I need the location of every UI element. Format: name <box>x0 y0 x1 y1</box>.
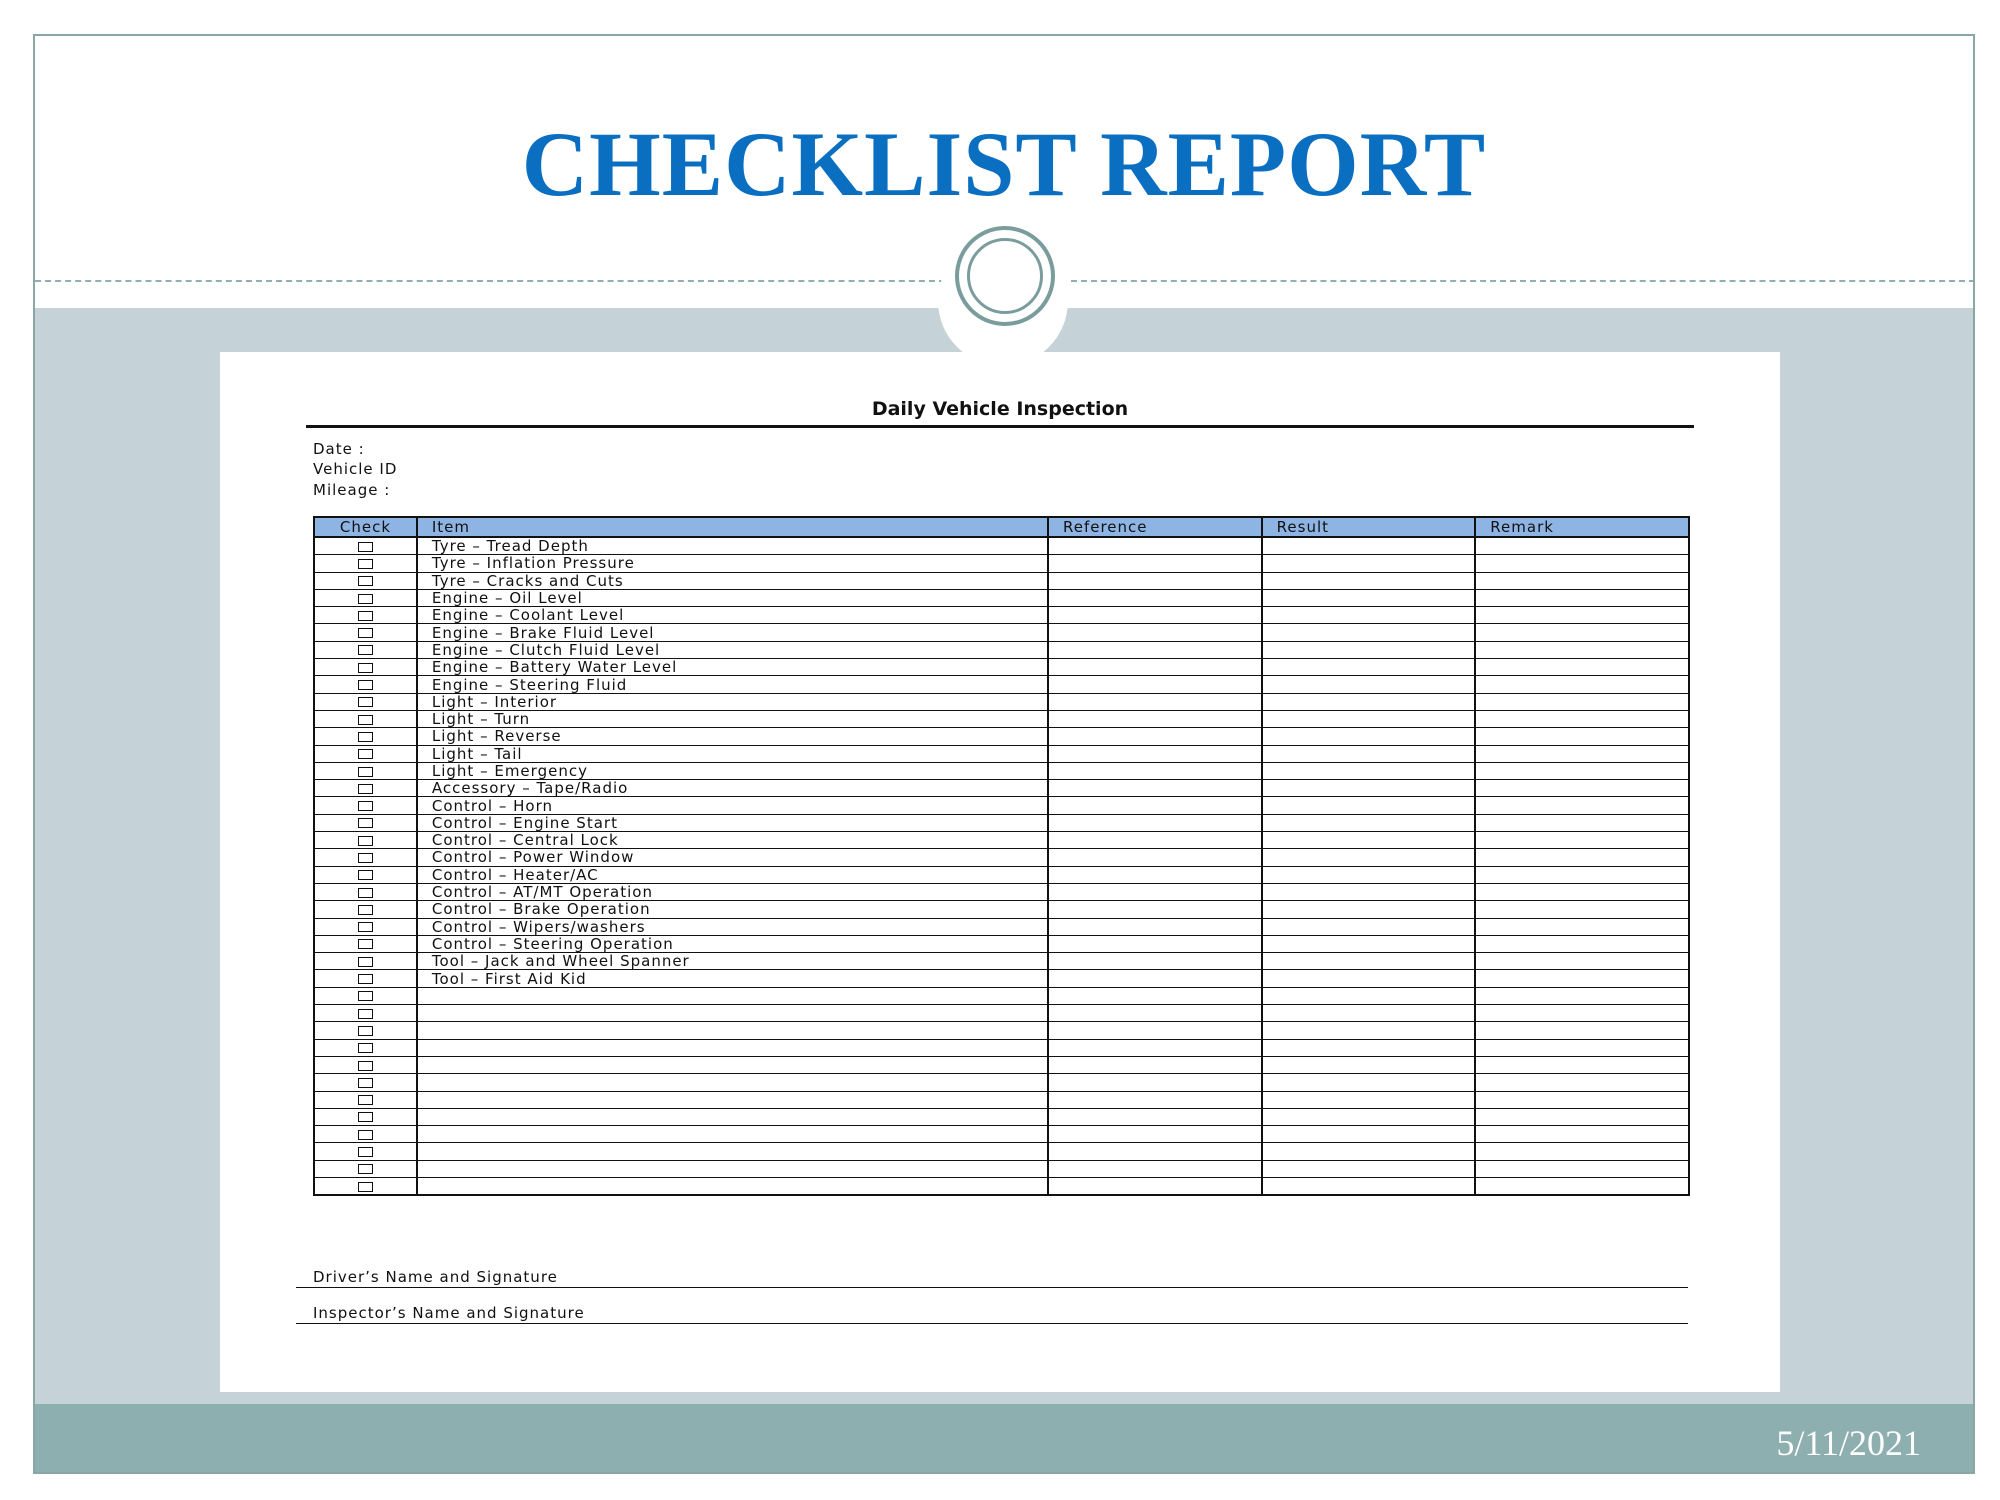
remark-cell <box>1475 572 1689 589</box>
reference-cell <box>1048 745 1262 762</box>
inspector-signature-line <box>296 1323 1688 1324</box>
ring-ornament-icon <box>955 226 1055 326</box>
check-cell <box>314 1143 417 1160</box>
table-row <box>314 987 1689 1004</box>
item-cell: Control – Horn <box>417 797 1048 814</box>
table-row <box>314 1126 1689 1143</box>
item-cell: Light – Interior <box>417 693 1048 710</box>
remark-cell <box>1475 641 1689 658</box>
slide-title: CHECKLIST REPORT <box>521 113 1487 215</box>
inspection-table <box>313 516 1690 1196</box>
result-cell <box>1262 1022 1476 1039</box>
reference-cell <box>1048 866 1262 883</box>
remark-cell <box>1475 1005 1689 1022</box>
reference-cell <box>1048 970 1262 987</box>
table-row <box>314 883 1689 900</box>
result-cell <box>1262 624 1476 641</box>
reference-cell <box>1048 953 1262 970</box>
table-row <box>314 555 1689 572</box>
item-cell <box>417 1056 1048 1073</box>
remark-cell <box>1475 953 1689 970</box>
checkbox-icon[interactable] <box>358 680 373 690</box>
result-cell <box>1262 866 1476 883</box>
remark-cell <box>1475 970 1689 987</box>
table-row <box>314 762 1689 779</box>
result-cell <box>1262 607 1476 624</box>
result-cell <box>1262 728 1476 745</box>
result-cell <box>1262 970 1476 987</box>
result-cell <box>1262 745 1476 762</box>
check-cell <box>314 762 417 779</box>
item-cell: Tool – Jack and Wheel Spanner <box>417 953 1048 970</box>
remark-cell <box>1475 676 1689 693</box>
document-title: Daily Vehicle Inspection <box>871 398 1129 420</box>
table-row <box>314 641 1689 658</box>
remark-cell <box>1475 901 1689 918</box>
remark-cell <box>1475 762 1689 779</box>
reference-cell <box>1048 832 1262 849</box>
check-cell <box>314 814 417 831</box>
check-cell <box>314 849 417 866</box>
item-cell: Engine – Clutch Fluid Level <box>417 641 1048 658</box>
remark-cell <box>1475 832 1689 849</box>
remark-cell <box>1475 780 1689 797</box>
checkbox-icon[interactable] <box>358 818 373 828</box>
remark-cell <box>1475 866 1689 883</box>
column-header-remark: Remark <box>1475 517 1689 537</box>
check-cell <box>314 589 417 606</box>
item-cell: Control – Wipers/washers <box>417 918 1048 935</box>
item-cell <box>417 987 1048 1004</box>
driver-signature-label: Driver’s Name and Signature <box>313 1268 558 1286</box>
footer-bar <box>35 1404 1973 1474</box>
check-cell <box>314 918 417 935</box>
column-header-result: Result <box>1262 517 1476 537</box>
checkbox-icon[interactable] <box>358 611 373 621</box>
check-cell <box>314 832 417 849</box>
result-cell <box>1262 1177 1476 1195</box>
remark-cell <box>1475 935 1689 952</box>
reference-cell <box>1048 1160 1262 1177</box>
check-cell <box>314 1039 417 1056</box>
checkbox-icon[interactable] <box>358 1130 373 1140</box>
table-row <box>314 1108 1689 1125</box>
mileage-field-label: Mileage : <box>313 481 391 499</box>
result-cell <box>1262 1074 1476 1091</box>
remark-cell <box>1475 1160 1689 1177</box>
reference-cell <box>1048 987 1262 1004</box>
table-row <box>314 780 1689 797</box>
remark-cell <box>1475 797 1689 814</box>
remark-cell <box>1475 814 1689 831</box>
table-row <box>314 1005 1689 1022</box>
reference-cell <box>1048 935 1262 952</box>
inspection-document <box>220 352 1780 1392</box>
item-cell: Control – Steering Operation <box>417 935 1048 952</box>
checkbox-icon[interactable] <box>358 1112 373 1122</box>
checkbox-icon[interactable] <box>358 853 373 863</box>
column-header-reference: Reference <box>1048 517 1262 537</box>
date-field-label: Date : <box>313 440 365 458</box>
remark-cell <box>1475 1177 1689 1195</box>
reference-cell <box>1048 693 1262 710</box>
result-cell <box>1262 935 1476 952</box>
item-cell: Tyre – Cracks and Cuts <box>417 572 1048 589</box>
reference-cell <box>1048 624 1262 641</box>
item-cell <box>417 1126 1048 1143</box>
table-row <box>314 1022 1689 1039</box>
item-cell: Engine – Brake Fluid Level <box>417 624 1048 641</box>
item-cell: Engine – Steering Fluid <box>417 676 1048 693</box>
reference-cell <box>1048 1143 1262 1160</box>
item-cell: Control – Heater/AC <box>417 866 1048 883</box>
checkbox-icon[interactable] <box>358 1147 373 1157</box>
reference-cell <box>1048 1056 1262 1073</box>
result-cell <box>1262 901 1476 918</box>
reference-cell <box>1048 572 1262 589</box>
table-row <box>314 572 1689 589</box>
title-divider-right <box>1071 280 1975 282</box>
checkbox-icon[interactable] <box>358 1095 373 1105</box>
check-cell <box>314 641 417 658</box>
checkbox-icon[interactable] <box>358 974 373 984</box>
result-cell <box>1262 953 1476 970</box>
checkbox-icon[interactable] <box>358 1061 373 1071</box>
remark-cell <box>1475 987 1689 1004</box>
result-cell <box>1262 918 1476 935</box>
item-cell <box>417 1108 1048 1125</box>
table-row <box>314 832 1689 849</box>
reference-cell <box>1048 537 1262 555</box>
result-cell <box>1262 1143 1476 1160</box>
title-divider-left <box>35 280 945 282</box>
table-row <box>314 953 1689 970</box>
reference-cell <box>1048 1074 1262 1091</box>
checkbox-icon[interactable] <box>358 957 373 967</box>
result-cell <box>1262 659 1476 676</box>
item-cell: Tyre – Inflation Pressure <box>417 555 1048 572</box>
check-cell <box>314 555 417 572</box>
check-cell <box>314 1126 417 1143</box>
vehicle-id-field-label: Vehicle ID <box>313 460 398 478</box>
check-cell <box>314 866 417 883</box>
table-row <box>314 935 1689 952</box>
result-cell <box>1262 555 1476 572</box>
reference-cell <box>1048 901 1262 918</box>
check-cell <box>314 607 417 624</box>
reference-cell <box>1048 710 1262 727</box>
item-cell: Tyre – Tread Depth <box>417 537 1048 555</box>
result-cell <box>1262 1126 1476 1143</box>
checkbox-icon[interactable] <box>358 905 373 915</box>
reference-cell <box>1048 728 1262 745</box>
remark-cell <box>1475 745 1689 762</box>
item-cell: Accessory – Tape/Radio <box>417 780 1048 797</box>
remark-cell <box>1475 883 1689 900</box>
checkbox-icon[interactable] <box>358 715 373 725</box>
driver-signature-line <box>296 1287 1688 1288</box>
result-cell <box>1262 1108 1476 1125</box>
remark-cell <box>1475 728 1689 745</box>
table-row <box>314 901 1689 918</box>
checkbox-icon[interactable] <box>358 559 373 569</box>
table-row <box>314 970 1689 987</box>
document-title-rule <box>306 425 1694 428</box>
check-cell <box>314 537 417 555</box>
remark-cell <box>1475 849 1689 866</box>
reference-cell <box>1048 918 1262 935</box>
result-cell <box>1262 832 1476 849</box>
item-cell <box>417 1005 1048 1022</box>
check-cell <box>314 572 417 589</box>
table-row <box>314 1074 1689 1091</box>
checkbox-icon[interactable] <box>358 939 373 949</box>
check-cell <box>314 953 417 970</box>
table-row <box>314 1160 1689 1177</box>
item-cell: Control – Central Lock <box>417 832 1048 849</box>
result-cell <box>1262 762 1476 779</box>
item-cell: Engine – Coolant Level <box>417 607 1048 624</box>
check-cell <box>314 710 417 727</box>
item-cell: Control – Power Window <box>417 849 1048 866</box>
result-cell <box>1262 589 1476 606</box>
check-cell <box>314 1074 417 1091</box>
check-cell <box>314 1056 417 1073</box>
reference-cell <box>1048 1108 1262 1125</box>
remark-cell <box>1475 1074 1689 1091</box>
result-cell <box>1262 814 1476 831</box>
checkbox-icon[interactable] <box>358 801 373 811</box>
item-cell <box>417 1074 1048 1091</box>
item-cell: Tool – First Aid Kid <box>417 970 1048 987</box>
checkbox-icon[interactable] <box>358 1043 373 1053</box>
remark-cell <box>1475 1039 1689 1056</box>
table-row <box>314 866 1689 883</box>
reference-cell <box>1048 676 1262 693</box>
remark-cell <box>1475 1108 1689 1125</box>
reference-cell <box>1048 1091 1262 1108</box>
remark-cell <box>1475 1143 1689 1160</box>
column-header-check: Check <box>314 517 417 537</box>
check-cell <box>314 1022 417 1039</box>
item-cell <box>417 1091 1048 1108</box>
checkbox-icon[interactable] <box>358 870 373 880</box>
table-row <box>314 849 1689 866</box>
remark-cell <box>1475 1056 1689 1073</box>
result-cell <box>1262 572 1476 589</box>
reference-cell <box>1048 814 1262 831</box>
checkbox-icon[interactable] <box>358 628 373 638</box>
checkbox-icon[interactable] <box>358 888 373 898</box>
result-cell <box>1262 849 1476 866</box>
checkbox-icon[interactable] <box>358 697 373 707</box>
remark-cell <box>1475 589 1689 606</box>
table-row <box>314 745 1689 762</box>
result-cell <box>1262 676 1476 693</box>
result-cell <box>1262 780 1476 797</box>
check-cell <box>314 1160 417 1177</box>
checkbox-icon[interactable] <box>358 663 373 673</box>
table-row <box>314 607 1689 624</box>
table-row <box>314 624 1689 641</box>
reference-cell <box>1048 589 1262 606</box>
remark-cell <box>1475 537 1689 555</box>
table-row <box>314 728 1689 745</box>
remark-cell <box>1475 693 1689 710</box>
checkbox-icon[interactable] <box>358 542 373 552</box>
column-header-item: Item <box>417 517 1048 537</box>
result-cell <box>1262 641 1476 658</box>
checkbox-icon[interactable] <box>358 836 373 846</box>
reference-cell <box>1048 780 1262 797</box>
remark-cell <box>1475 624 1689 641</box>
reference-cell <box>1048 555 1262 572</box>
table-row <box>314 693 1689 710</box>
check-cell <box>314 1108 417 1125</box>
item-cell: Light – Emergency <box>417 762 1048 779</box>
check-cell <box>314 676 417 693</box>
item-cell: Light – Reverse <box>417 728 1048 745</box>
slide <box>33 34 1975 1474</box>
reference-cell <box>1048 1177 1262 1195</box>
check-cell <box>314 797 417 814</box>
check-cell <box>314 1091 417 1108</box>
checkbox-icon[interactable] <box>358 732 373 742</box>
reference-cell <box>1048 762 1262 779</box>
reference-cell <box>1048 849 1262 866</box>
reference-cell <box>1048 883 1262 900</box>
checkbox-icon[interactable] <box>358 594 373 604</box>
check-cell <box>314 728 417 745</box>
table-row <box>314 1056 1689 1073</box>
item-cell: Control – Brake Operation <box>417 901 1048 918</box>
remark-cell <box>1475 555 1689 572</box>
result-cell <box>1262 1056 1476 1073</box>
check-cell <box>314 693 417 710</box>
checkbox-icon[interactable] <box>358 991 373 1001</box>
reference-cell <box>1048 1126 1262 1143</box>
table-row <box>314 1091 1689 1108</box>
table-row <box>314 589 1689 606</box>
reference-cell <box>1048 797 1262 814</box>
item-cell: Control – AT/MT Operation <box>417 883 1048 900</box>
check-cell <box>314 901 417 918</box>
item-cell <box>417 1039 1048 1056</box>
table-header-row <box>314 517 1689 537</box>
remark-cell <box>1475 1022 1689 1039</box>
item-cell <box>417 1022 1048 1039</box>
remark-cell <box>1475 1126 1689 1143</box>
item-cell: Engine – Oil Level <box>417 589 1048 606</box>
item-cell: Engine – Battery Water Level <box>417 659 1048 676</box>
result-cell <box>1262 693 1476 710</box>
check-cell <box>314 780 417 797</box>
checkbox-icon[interactable] <box>358 1182 373 1192</box>
result-cell <box>1262 537 1476 555</box>
check-cell <box>314 745 417 762</box>
result-cell <box>1262 1005 1476 1022</box>
reference-cell <box>1048 1039 1262 1056</box>
result-cell <box>1262 710 1476 727</box>
reference-cell <box>1048 1005 1262 1022</box>
result-cell <box>1262 1160 1476 1177</box>
check-cell <box>314 624 417 641</box>
check-cell <box>314 987 417 1004</box>
checkbox-icon[interactable] <box>358 784 373 794</box>
result-cell <box>1262 1039 1476 1056</box>
checkbox-icon[interactable] <box>358 1164 373 1174</box>
slide-date: 5/11/2021 <box>1776 1423 1921 1463</box>
check-cell <box>314 1005 417 1022</box>
remark-cell <box>1475 1091 1689 1108</box>
table-row <box>314 676 1689 693</box>
check-cell <box>314 883 417 900</box>
table-row <box>314 1039 1689 1056</box>
table-row <box>314 659 1689 676</box>
remark-cell <box>1475 710 1689 727</box>
result-cell <box>1262 1091 1476 1108</box>
remark-cell <box>1475 918 1689 935</box>
checkbox-icon[interactable] <box>358 1078 373 1088</box>
remark-cell <box>1475 659 1689 676</box>
item-cell <box>417 1177 1048 1195</box>
checkbox-icon[interactable] <box>358 749 373 759</box>
item-cell <box>417 1160 1048 1177</box>
check-cell <box>314 970 417 987</box>
checkbox-icon[interactable] <box>358 1026 373 1036</box>
result-cell <box>1262 797 1476 814</box>
checkbox-icon[interactable] <box>358 767 373 777</box>
table-row <box>314 814 1689 831</box>
item-cell: Light – Tail <box>417 745 1048 762</box>
table-row <box>314 1177 1689 1195</box>
reference-cell <box>1048 641 1262 658</box>
inspector-signature-label: Inspector’s Name and Signature <box>313 1304 585 1322</box>
table-row <box>314 1143 1689 1160</box>
table-row <box>314 710 1689 727</box>
table-row <box>314 797 1689 814</box>
reference-cell <box>1048 659 1262 676</box>
remark-cell <box>1475 607 1689 624</box>
checkbox-icon[interactable] <box>358 922 373 932</box>
item-cell: Light – Turn <box>417 710 1048 727</box>
table-row <box>314 918 1689 935</box>
check-cell <box>314 1177 417 1195</box>
result-cell <box>1262 987 1476 1004</box>
check-cell <box>314 659 417 676</box>
checkbox-icon[interactable] <box>358 1009 373 1019</box>
checkbox-icon[interactable] <box>358 576 373 586</box>
checkbox-icon[interactable] <box>358 645 373 655</box>
item-cell <box>417 1143 1048 1160</box>
item-cell: Control – Engine Start <box>417 814 1048 831</box>
check-cell <box>314 935 417 952</box>
reference-cell <box>1048 607 1262 624</box>
result-cell <box>1262 883 1476 900</box>
reference-cell <box>1048 1022 1262 1039</box>
table-row <box>314 537 1689 555</box>
